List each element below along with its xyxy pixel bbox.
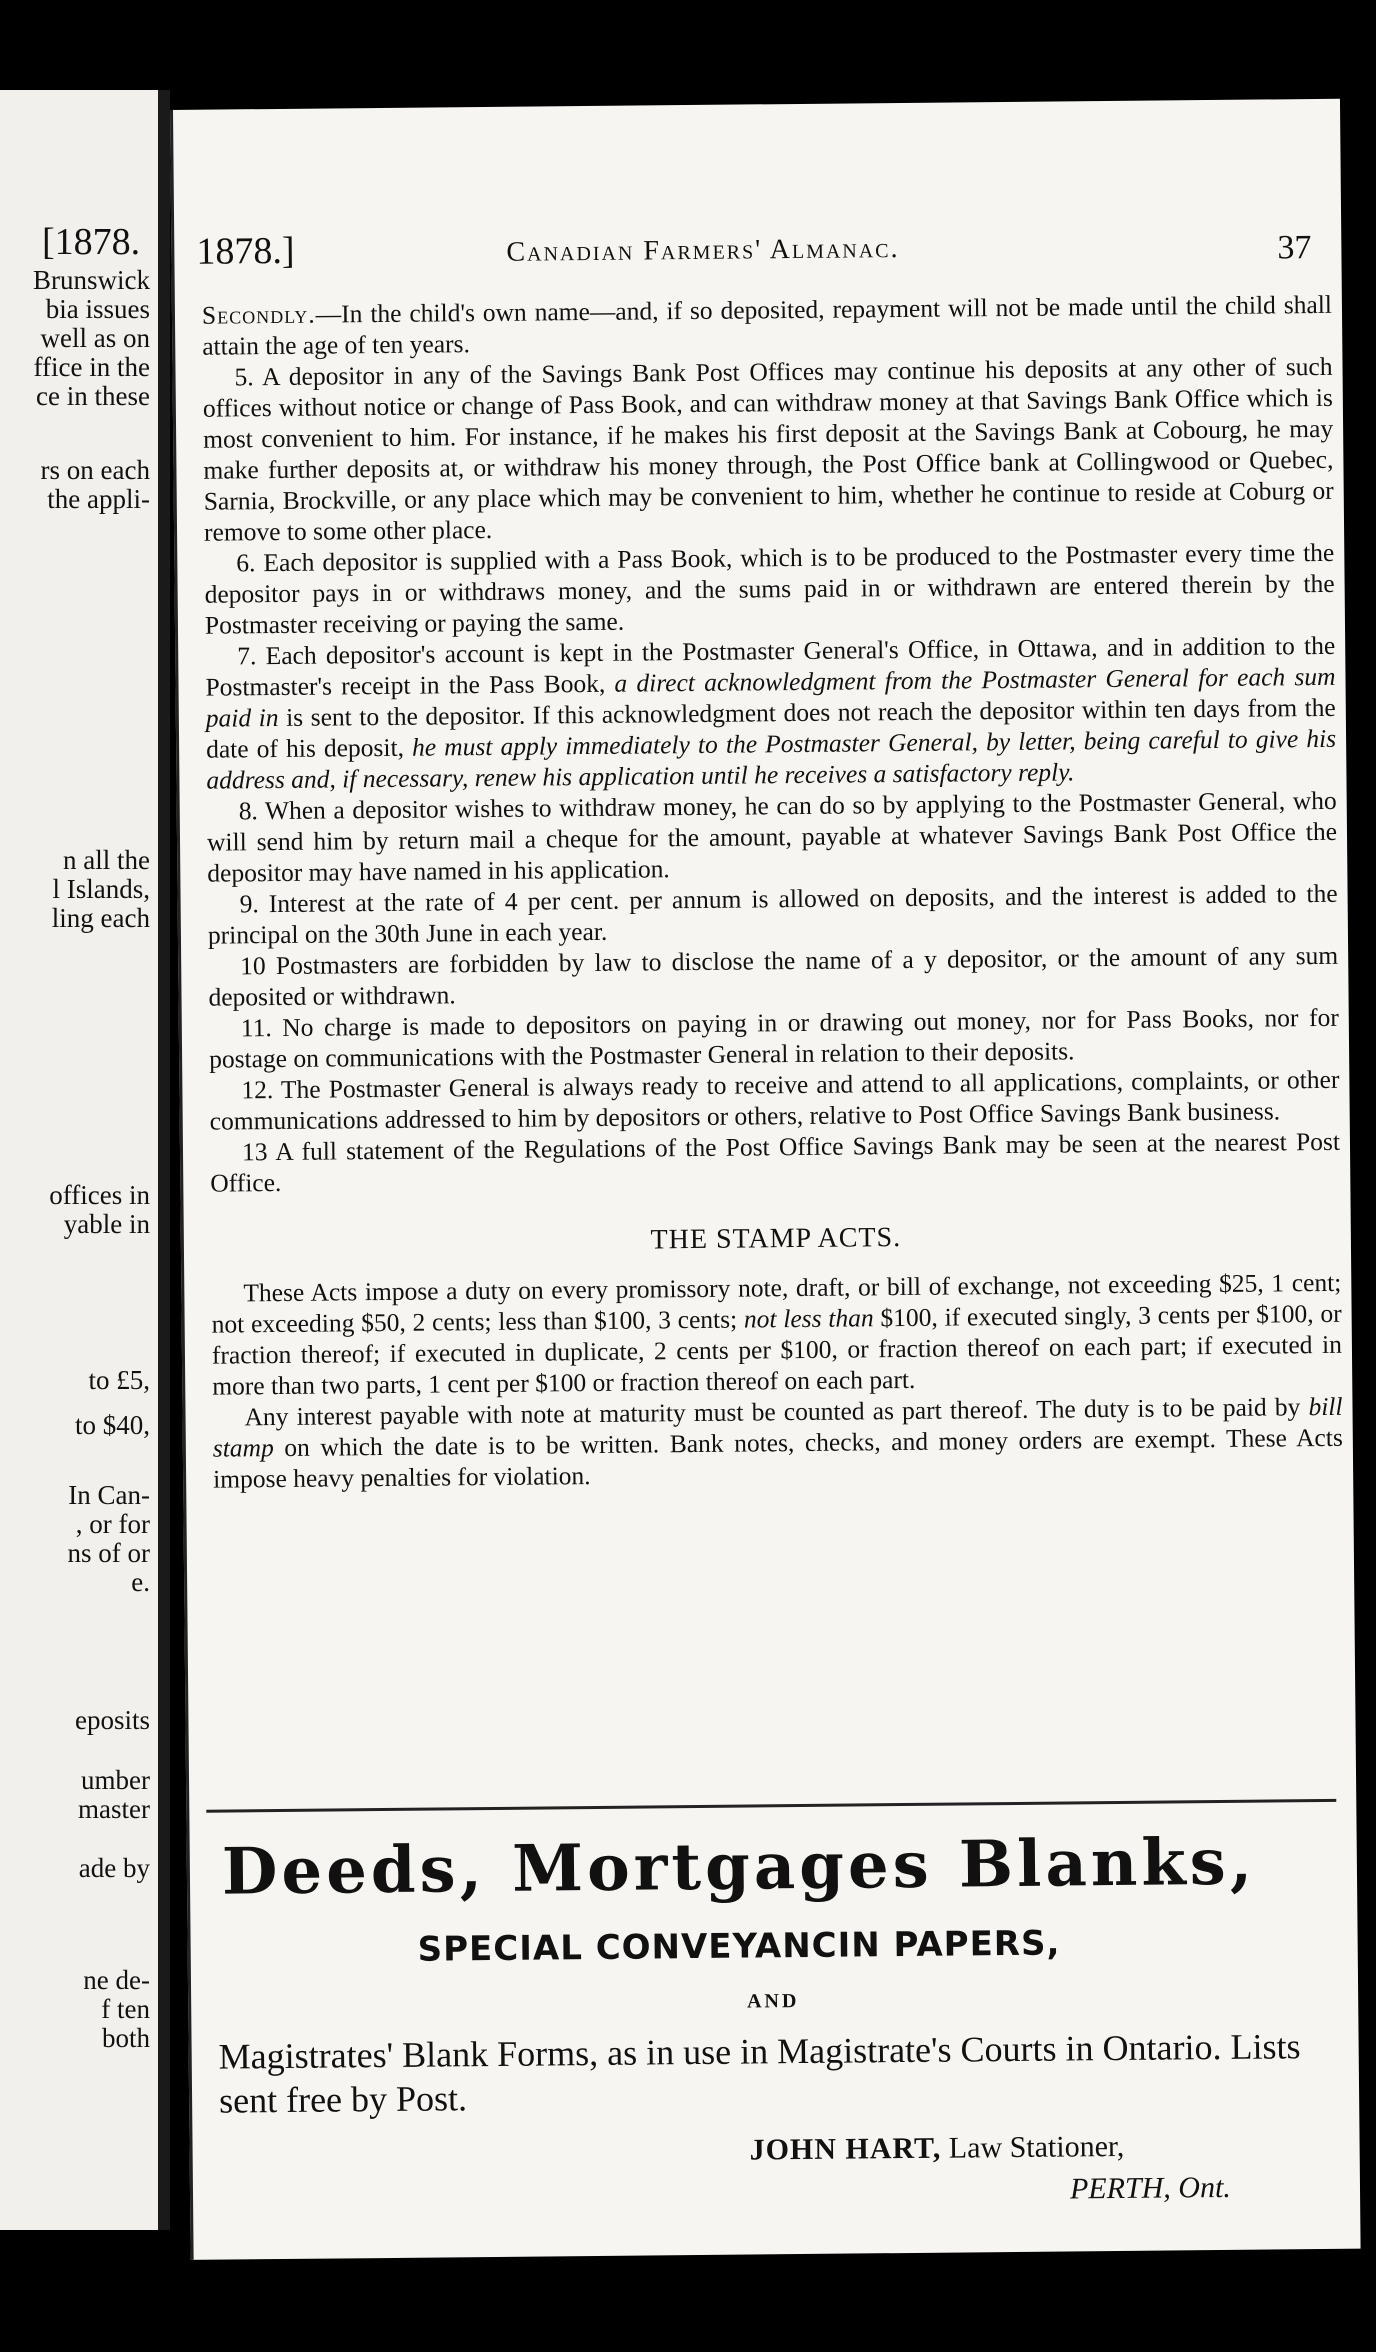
paragraph-11: 11. No charge is made to depositors on paying in or drawing out money, nor for Pass Books, nor for postage on communications with the Postmaster General in relation to their deposits. — [208, 1002, 1339, 1074]
page-gutter — [158, 90, 170, 2230]
stamp1-text-c: $100, if executed singly, 3 cents per $100, or fraction thereof; if executed in duplicate, 2 cents per $100, or fraction thereof on each part; if executed in more than two parts, 1 cent per $100 or fraction thereof on each part. — [211, 1298, 1343, 1401]
left-page-fragment-line: ade by — [78, 1853, 150, 1883]
left-page-year: [1878. — [42, 221, 141, 263]
left-page-fragment-line: ling each — [51, 903, 150, 933]
advertisement — [207, 1824, 1341, 2215]
left-page-fragment-line: f ten — [101, 1994, 150, 2024]
header-year: 1878.] — [196, 229, 295, 273]
p7-italic-b: a direct acknowledgment from the Postmaster General for each sum paid in — [205, 661, 1336, 733]
left-page-fragment-line: bia issues — [45, 294, 150, 324]
paragraph-secondly — [202, 289, 1333, 362]
ad-subtitle: SPECIAL CONVEYANCIN PAPERS, — [417, 1923, 1061, 1970]
paragraph-6: 6. Each depositor is supplied with a Pass Book, which is to be produced to the Postmaster every time the depositor pays in or withdraws money, and the sums paid in or withdrawn are entered therein by the Postmaster receiving or paying the same. — [204, 537, 1335, 640]
left-page-fragment-line: offices in — [49, 1180, 150, 1210]
left-page-fragment-line: ns of or — [67, 1538, 150, 1568]
main-page — [170, 99, 1361, 2260]
ad-title: Deeds, Mortgages Blanks, — [221, 1824, 1257, 1910]
ad-description: Magistrates' Blank Forms, as in use in Magistrate's Courts in Ontario. Lists sent free by Post. — [218, 2026, 1301, 2121]
left-page-fragment-line: rs on each — [40, 455, 150, 485]
stamp1-text-a: These Acts impose a duty on every promissory note, draft, or bill of exchange, not exceeding $25, 1 cent; not exceeding $50, 2 cents; less than $100, 3 cents; — [211, 1267, 1342, 1339]
stamp-paragraph-2 — [212, 1391, 1343, 1495]
left-page-fragment-line: both — [101, 2023, 150, 2053]
ad-and: AND — [746, 1990, 800, 2013]
p7-text-c: is sent to the depositor. If this acknowledgment does not reach the depositor within ten days from the date of his deposit, — [205, 692, 1336, 764]
ad-place: PERTH, Ont. — [1069, 2170, 1231, 2206]
paragraph-10: 10 Postmasters are forbidden by law to disclose the name of a y depositor, or the amount of any sum deposited or withdrawn. — [208, 940, 1339, 1012]
left-page-fragment-line: umber — [81, 1765, 150, 1795]
left-page-fragment-line: to $40, — [74, 1410, 150, 1440]
ad-trade: Law Stationer, — [941, 2129, 1125, 2165]
left-page-fragment-line: to £5, — [88, 1365, 150, 1395]
advertisement-divider — [206, 1799, 1336, 1813]
left-page-fragment-line: , or for — [75, 1509, 150, 1539]
article-body — [202, 289, 1343, 1495]
left-page-fragment-line: l Islands, — [52, 874, 150, 904]
stamp1-italic-b: not less than — [743, 1303, 874, 1334]
left-page-fragment-line: the appli- — [47, 484, 150, 514]
left-page-fragment-line: eposits — [74, 1705, 150, 1735]
left-page-fragment-line: yable in — [63, 1209, 150, 1239]
page-header — [196, 219, 1311, 280]
left-page-fragment-line: well as on — [40, 323, 150, 353]
left-page-fragment-line: n all the — [63, 845, 150, 875]
paragraph-5: 5. A depositor in any of the Savings Bank Post Offices may continue his deposits at any other of such offices without notice or change of Pass Book, and can withdraw money at that Savings Bank Office which is most convenient to him. For instance, if he makes his first deposit at the Savings Bank at Cobourg, he may make further deposits at, or withdraw his money through, the Post Office bank at Collingwood or Quebec, Sarnia, Brockville, or any place which may be convenient to him, whether he continue to reside at Coburg or remove to some other place. — [202, 351, 1334, 547]
secondly-text: —In the child's own name—and, if so deposited, repayment will not be made until the child shall attain the age of ten years. — [202, 289, 1333, 361]
left-page-fragment-line: ne de- — [83, 1965, 150, 1995]
paragraph-13: 13 A full statement of the Regulations of the Post Office Savings Bank may be seen at the nearest Post Office. — [210, 1126, 1341, 1198]
stamp2-italic-b: bill stamp — [212, 1391, 1343, 1463]
left-page-fragment-line: In Can- — [68, 1480, 150, 1510]
paragraph-8: 8. When a depositor wishes to withdraw money, he can do so by applying to the Postmaster General, who will send him by return mail a cheque for the amount, payable at whatever Savings Bank Post Office the depositor may have named in his application. — [206, 785, 1338, 888]
paragraph-12: 12. The Postmaster General is always ready to receive and attend to all applications, complaints, or other communications addressed to him by depositors or others, relative to Post Office Savings Bank business. — [209, 1064, 1340, 1136]
p7-text-a: 7. Each depositor's account is kept in the Postmaster General's Office, in Ottawa, and in addition to the Postmaster's receipt in the Pass Book, — [205, 630, 1336, 702]
p7-italic-d: he must apply immediately to the Postmaster General, by letter, being careful to give his address and, if necessary, renew his application until he receives a satisfactory reply. — [206, 723, 1337, 795]
page-number: 37 — [1277, 229, 1312, 267]
paragraph-7 — [205, 630, 1336, 796]
stamp2-text-a: Any interest payable with note at maturity must be counted as part thereof. The duty is to be paid by — [244, 1392, 1309, 1432]
left-page-fragment-line: Brunswick — [33, 265, 150, 295]
ad-signature — [209, 2128, 1339, 2173]
stamp-paragraph-1 — [211, 1267, 1342, 1402]
running-title: Canadian Farmers' Almanac. — [506, 233, 900, 268]
stamp2-text-c: on which the date is to be written. Bank notes, checks, and money orders are exempt. These Acts impose heavy penalties for violation. — [213, 1422, 1343, 1494]
secondly-label: Secondly. — [201, 299, 316, 330]
left-page-fragment-line: ce in these — [36, 381, 150, 411]
left-page-fragment — [0, 90, 158, 2230]
left-page-fragment-line: ffice in the — [33, 352, 150, 382]
paragraph-9: 9. Interest at the rate of 4 per cent. per annum is allowed on deposits, and the interest is added to the principal on the 30th June in each year. — [207, 878, 1338, 950]
stamp-acts-heading: THE STAMP ACTS. — [650, 1222, 902, 1256]
left-page-fragment-line: e. — [131, 1567, 150, 1597]
ad-name: JOHN HART, — [749, 2131, 942, 2167]
page-border-rule — [170, 110, 194, 2260]
left-page-fragment-line: master — [78, 1794, 150, 1824]
